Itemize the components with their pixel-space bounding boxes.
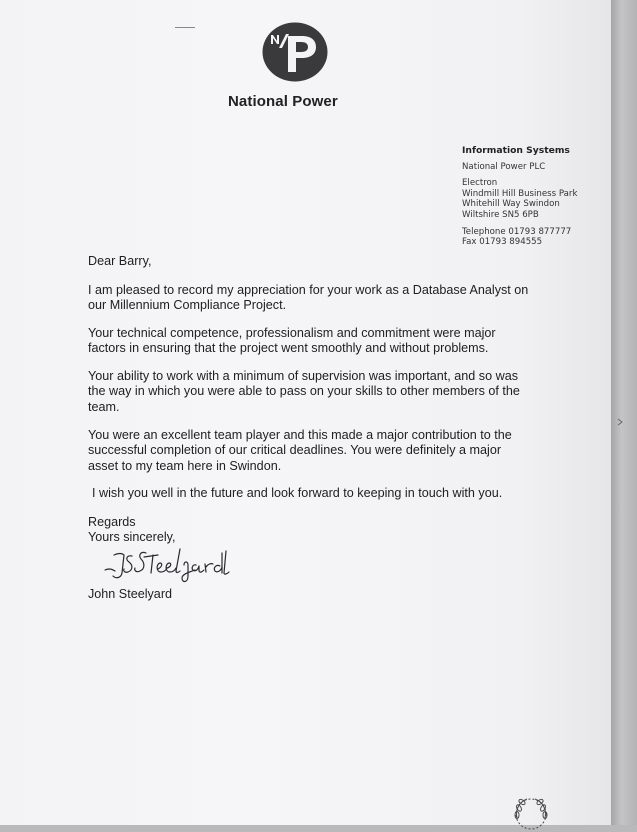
- address-line: Electron: [462, 178, 498, 189]
- company-name: National Power: [228, 93, 338, 110]
- address-line: Windmill Hill Business Park: [462, 188, 578, 199]
- salutation: Dear Barry,: [88, 254, 152, 268]
- scan-artifact: [617, 418, 623, 426]
- address-line: Wiltshire SN5 6PB: [462, 209, 539, 220]
- letter-paragraph: You were an excellent team player and this made a major contribution to the successful completion of our critical deadlines. You were definitely a major asset to my team here in Swindon.: [88, 428, 512, 473]
- closing-regards: Regards: [88, 515, 136, 529]
- address-line: Whitehill Way Swindon: [462, 199, 560, 210]
- department-name: Information Systems: [462, 145, 570, 156]
- letter-paragraph: I am pleased to record my appreciation for your work as a Database Analyst on our Millennium Compliance Project.: [88, 283, 529, 313]
- scan-mark: [175, 27, 195, 28]
- letter-paragraph: Your ability to work with a minimum of supervision was important, and so was the way in which you were able to pass on your skills to other members of the team.: [88, 369, 520, 414]
- fax-number: Fax 01793 894555: [462, 237, 543, 248]
- letter-paragraph: Your technical competence, professionalism and commitment were major factors in ensuring that the project went smoothly and without problems.: [88, 326, 496, 356]
- handwritten-signature: [100, 543, 275, 585]
- address-company: National Power PLC: [462, 161, 546, 172]
- signer-name: John Steelyard: [88, 587, 173, 601]
- sender-address: [462, 146, 577, 248]
- national-power-logo-icon: [262, 22, 328, 82]
- scanner-edge: [611, 0, 637, 825]
- letter-paragraph: I wish you well in the future and look forward to keeping in touch with you.: [92, 486, 503, 500]
- telephone-number: Telephone 01793 877777: [462, 226, 572, 237]
- closing-yours-sincerely: Yours sincerely,: [88, 530, 176, 544]
- wreath-seal-icon: [507, 792, 555, 832]
